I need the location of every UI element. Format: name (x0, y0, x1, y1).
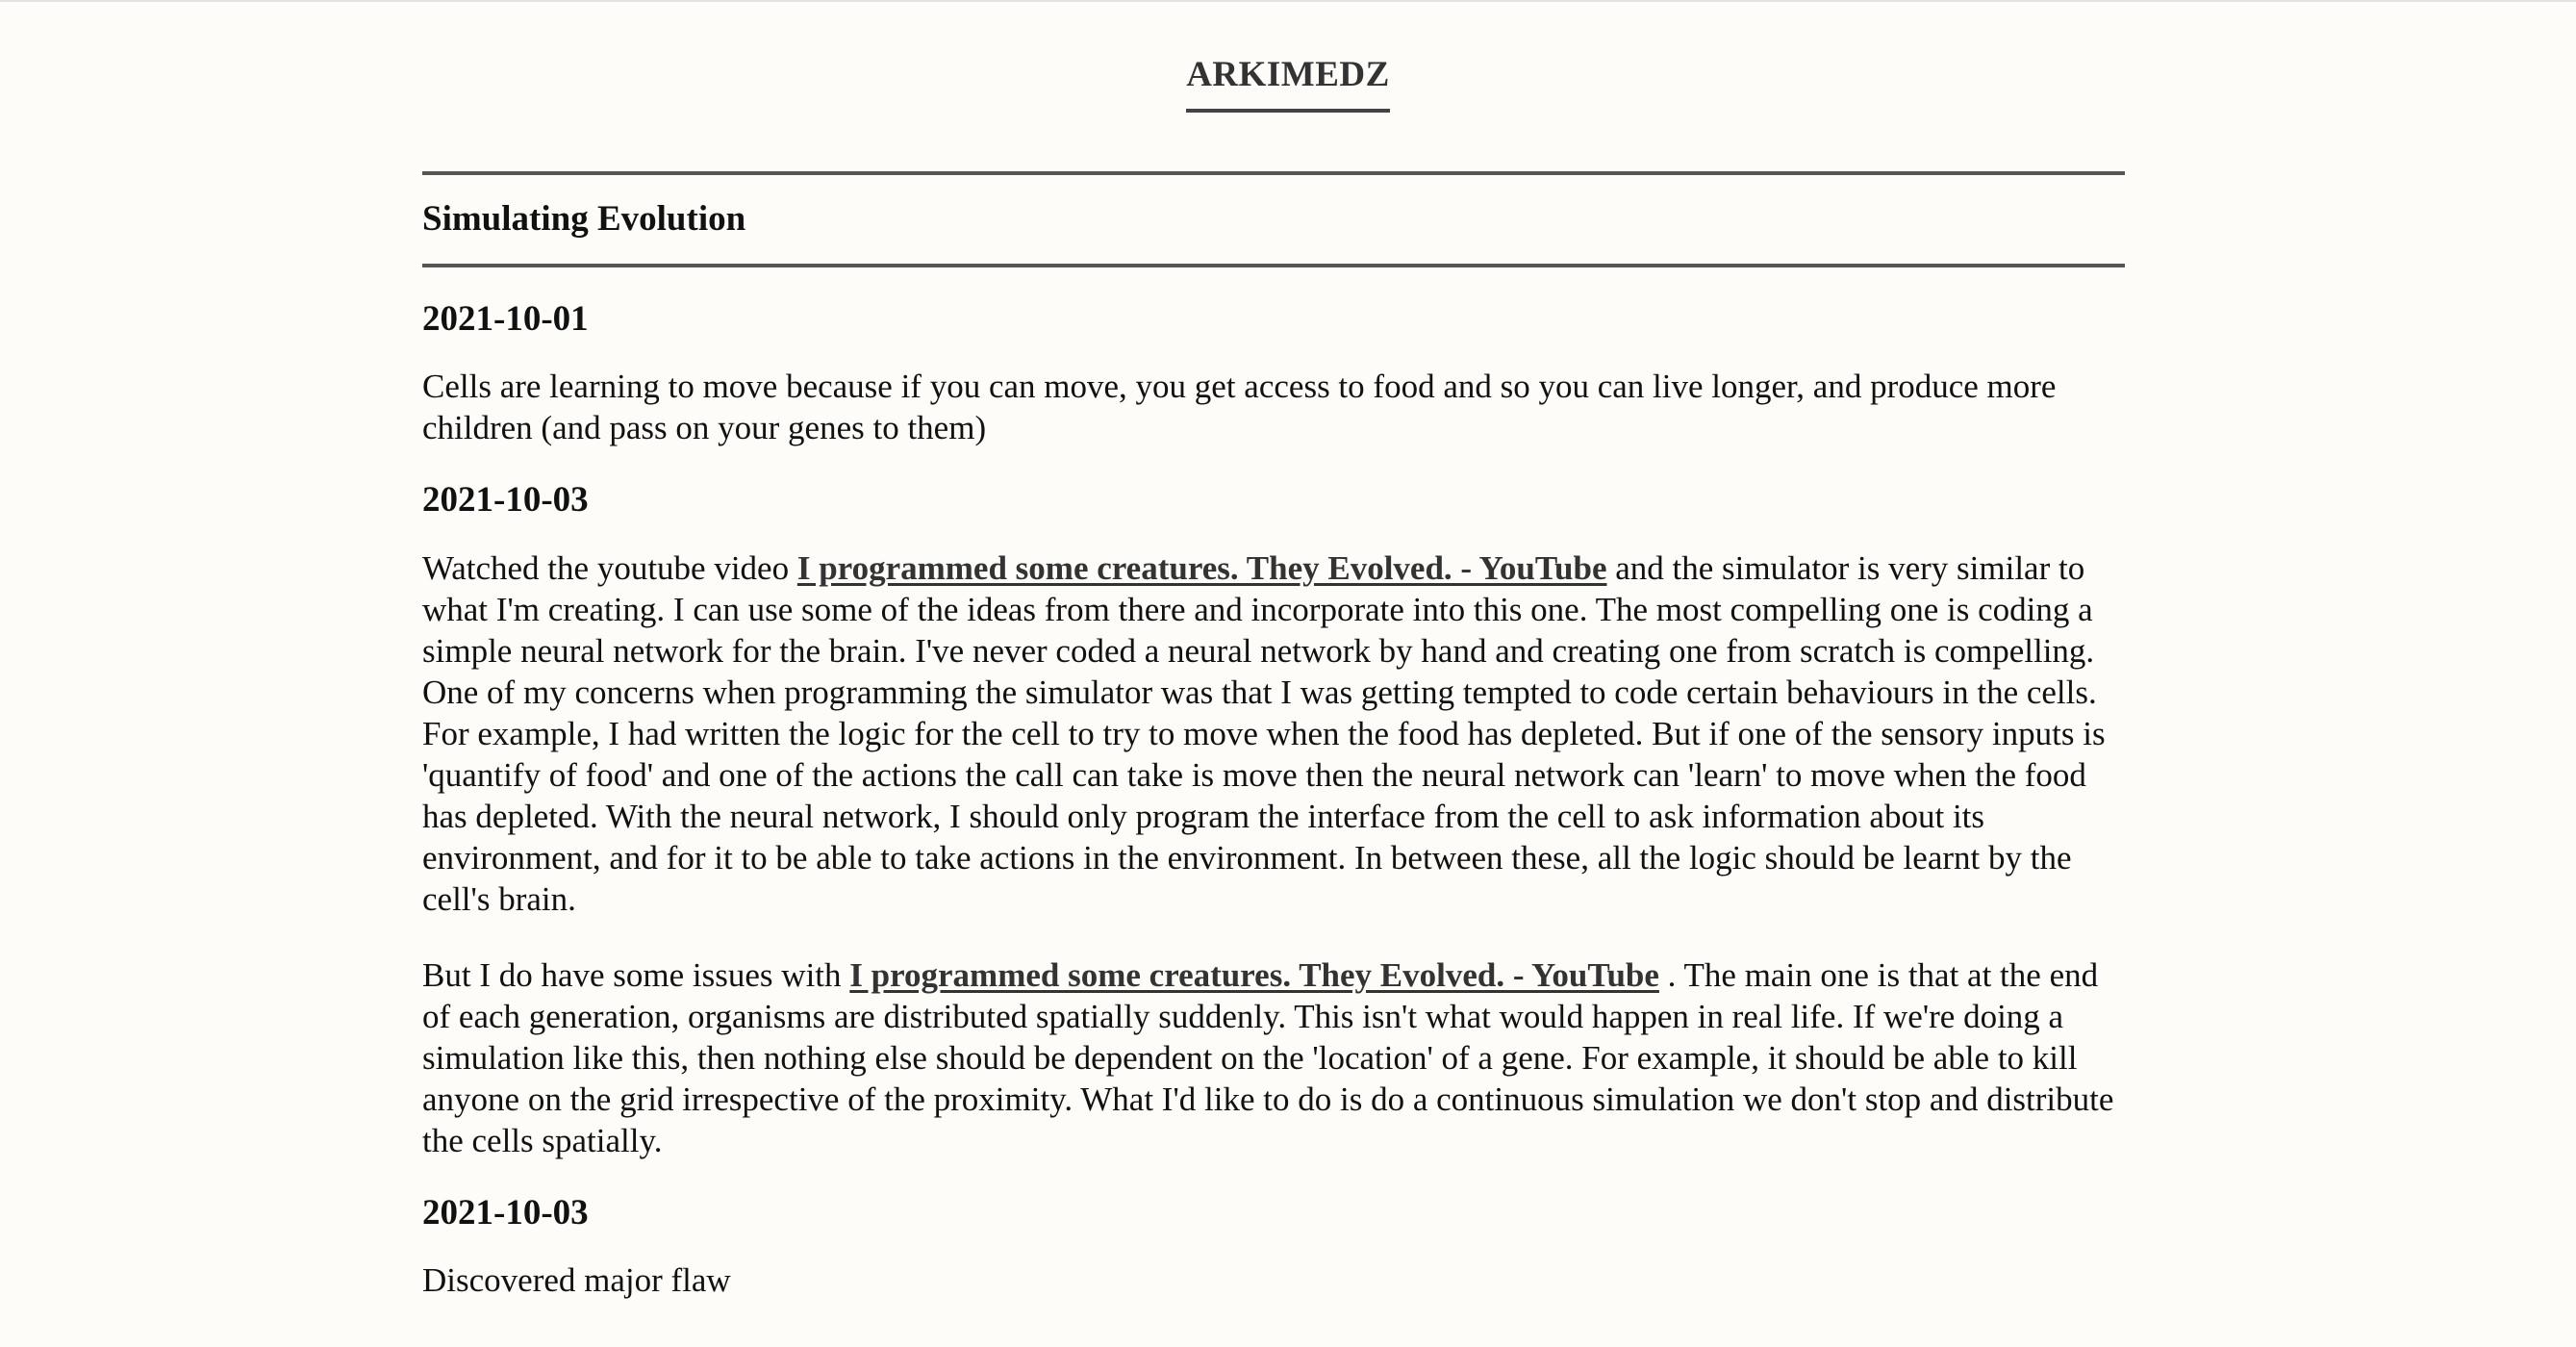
paragraph-text: Watched the youtube video (422, 548, 797, 587)
entry-paragraph (422, 547, 2125, 920)
entry-2021-10-03-second (422, 1192, 2125, 1301)
entry-date: 2021-10-01 (422, 299, 589, 339)
window-top-edge (0, 0, 2576, 2)
page-title: Simulating Evolution (422, 199, 746, 239)
youtube-video-link[interactable]: I programmed some creatures. They Evolved. - YouTube (849, 955, 1659, 994)
paragraph-text: . The main one is that at the end of each generation, organisms are distributed spatially suddenly. This isn't what would happen in real life. If we're doing a simulation like this, then nothing else should be dependent on the 'location' of a gene. For example, it should be able to kill anyone on the grid irrespective of the proximity. What I'd like to do is do a continuous simulation we don't stop and distribute the cells spatially. (422, 955, 2114, 1159)
entry-paragraph: Cells are learning to move because if you can move, you get access to food and so you can live longer, and produce more children (and pass on your genes to them) (422, 368, 2057, 447)
entry-date: 2021-10-03 (422, 480, 589, 521)
entry-date: 2021-10-03 (422, 1192, 589, 1233)
site-title-link[interactable]: ARKIMEDZ (1186, 54, 1390, 113)
site-header (0, 54, 2576, 113)
article (422, 171, 2125, 1301)
paragraph-text: But I do have some issues with (422, 955, 850, 994)
title-bottom-rule (422, 264, 2125, 267)
paragraph-text: and the simulator is very similar to what I'm creating. I can use some of the ideas from there and incorporate into this one. The most compelling one is coding a simple neural network for the brain. I've never coded a neural network by hand and creating one from scratch is compelling. One of my concerns when programming the simulator was that I was getting tempted to code certain behaviours in the cells. For example, I had written the logic for the cell to try to move when the food has depleted. But if one of the sensory inputs is 'quantify of food' and one of the actions the call can take is move then the neural network can 'learn' to move when the food has depleted. With the neural network, I should only program the interface from the cell to ask information about its environment, and for it to be able to take actions in the environment. In between these, all the logic should be learnt by the cell's brain. (422, 548, 2106, 918)
entry-paragraph (422, 954, 2125, 1161)
entry-paragraph: Discovered major flaw (422, 1261, 731, 1300)
entry-2021-10-03 (422, 479, 2125, 1160)
entry-2021-10-01 (422, 298, 2125, 448)
youtube-video-link[interactable]: I programmed some creatures. They Evolved. - YouTube (796, 548, 1607, 587)
